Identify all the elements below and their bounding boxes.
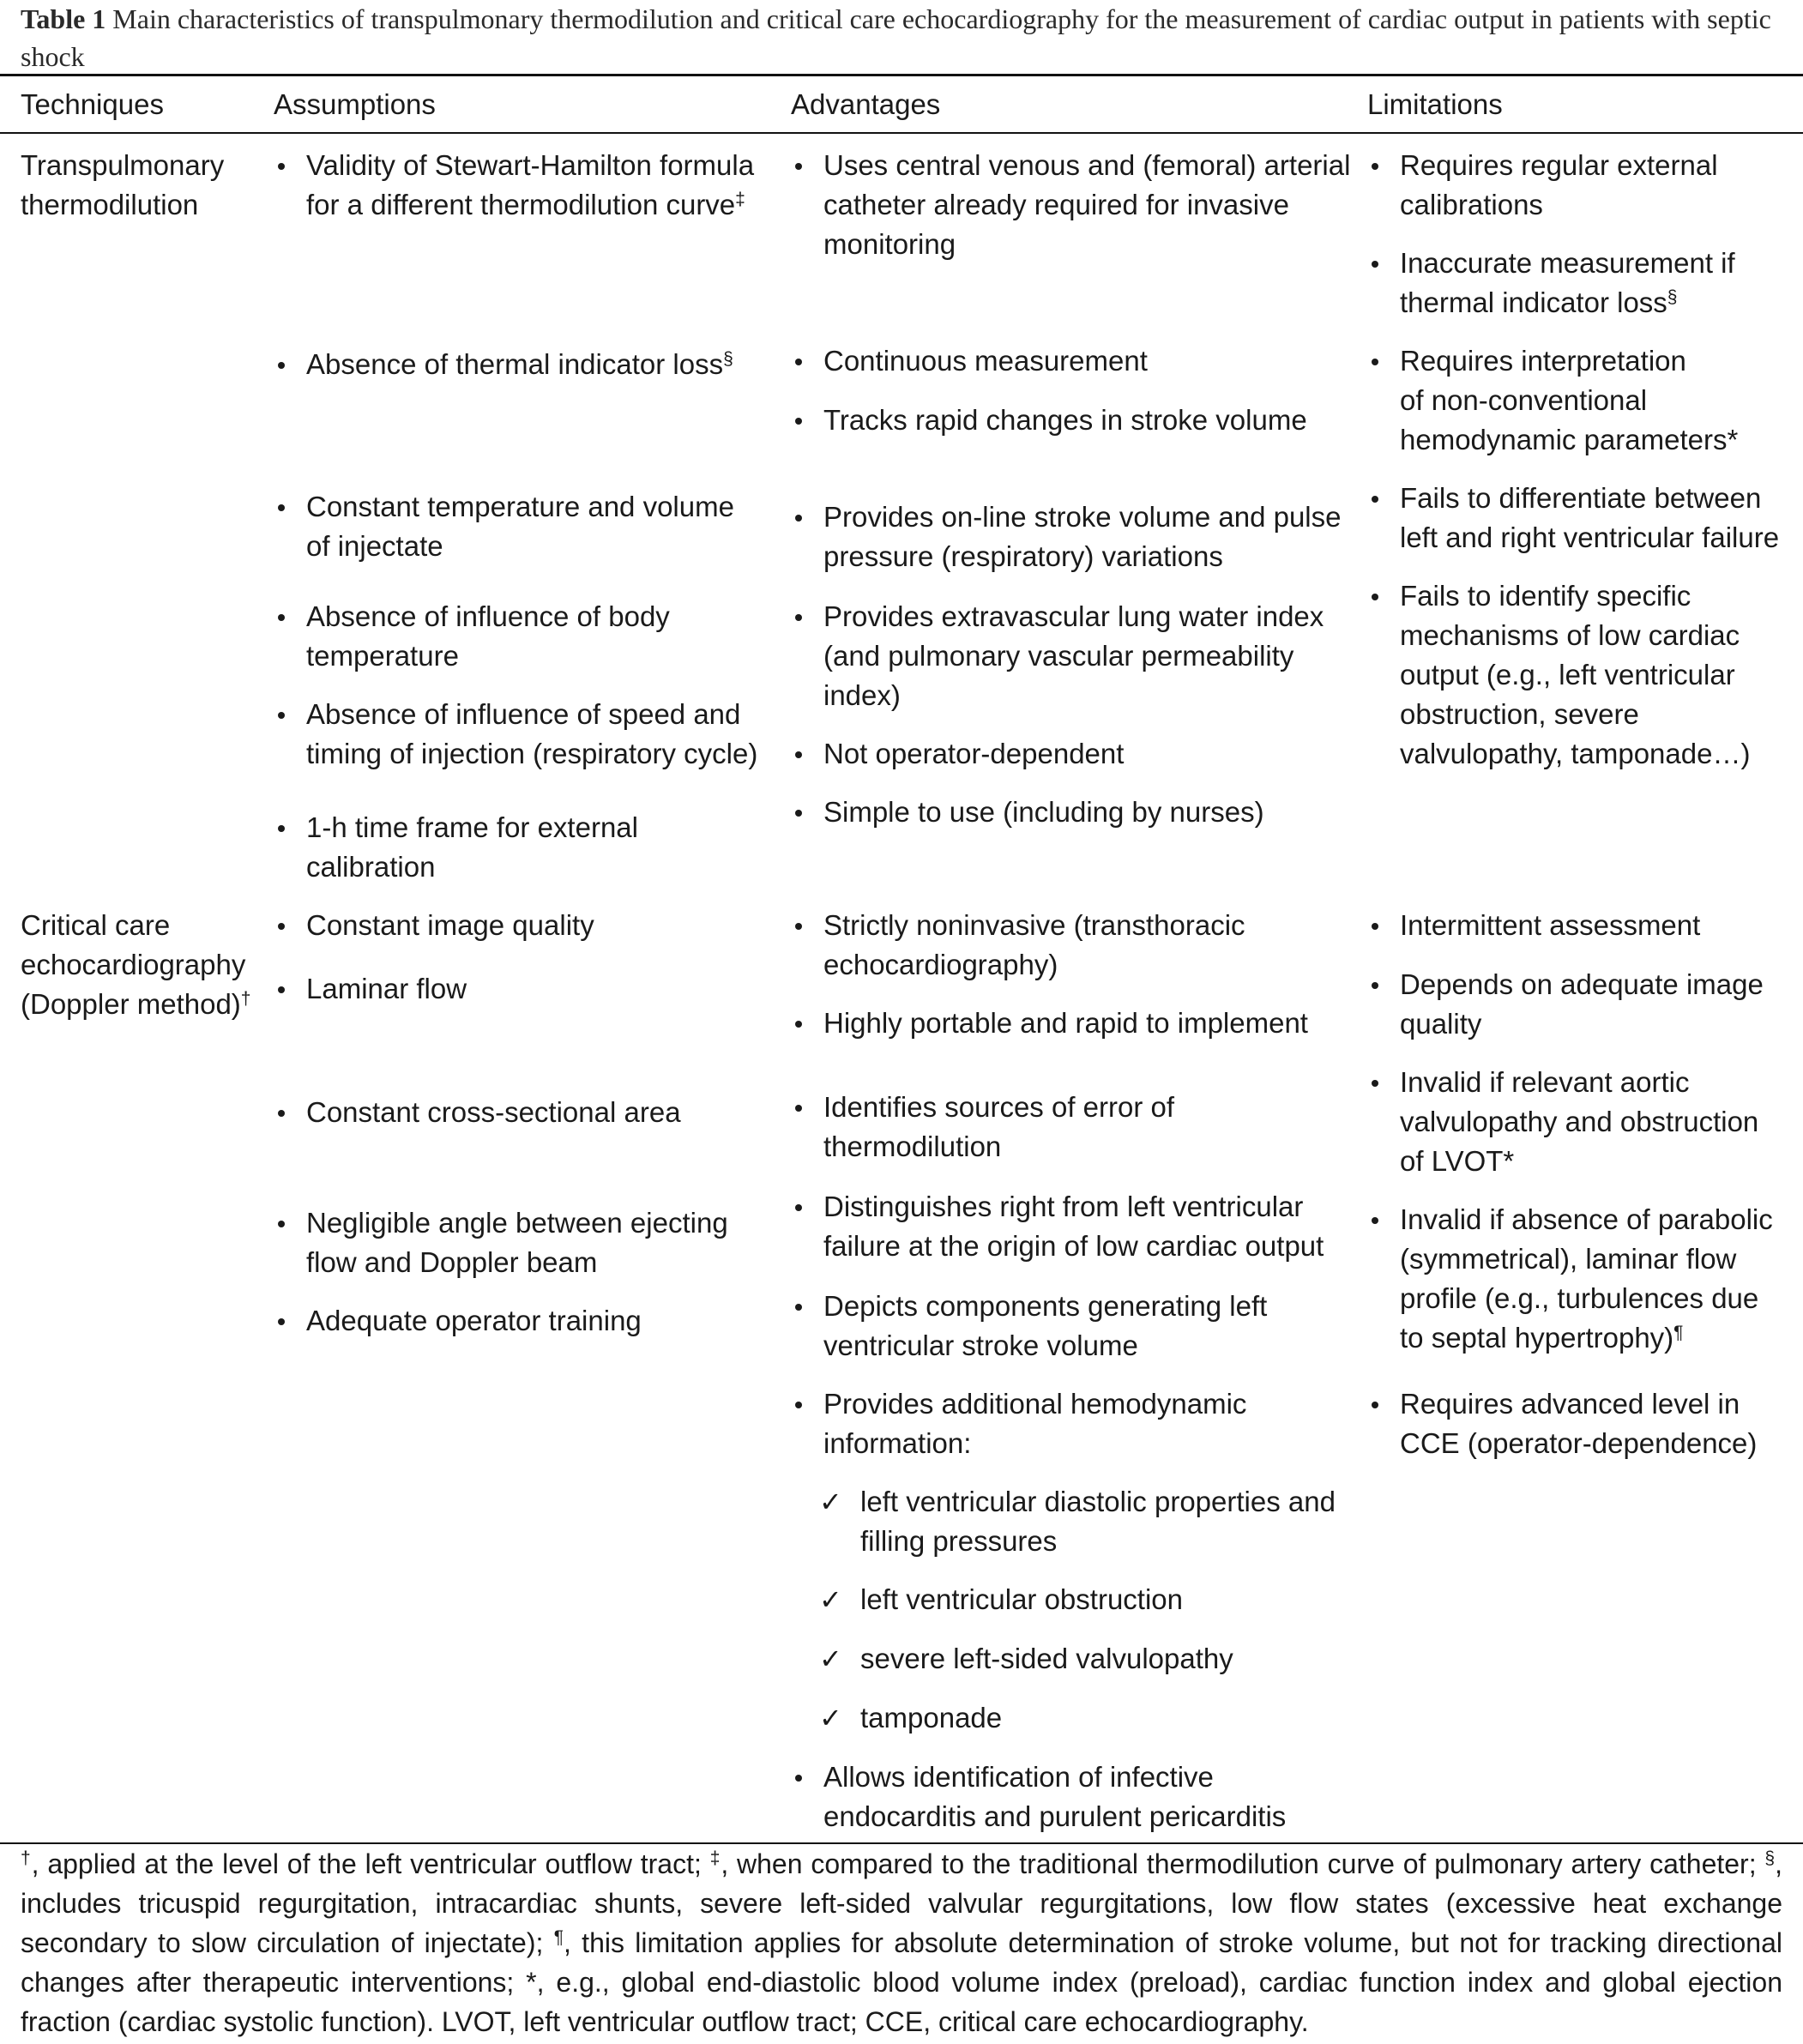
table-caption [21, 0, 1782, 75]
technique-transpulmonary [21, 146, 224, 225]
table-footnote: †, applied at the level of the left ventricular outflow tract; ‡, when compared to the traditional thermodilution curve of pulmonary artery catheter; §, includes tricuspid regurgitation, intracardiac shunts, severe left-sided valvular regurgitations, low flow states (excessive heat exchange secondary to slow circulation of injectate); ¶, this limitation applies for absolute determination of stroke volume, but not for tracking directional changes after therapeutic interventions; *, e.g., global end-diastolic blood volume index (preload), cardiac function index and global ejection fraction (cardiac systolic function). LVOT, left ventricular outflow tract; CCE, critical care echocardiography. [21, 1848, 1783, 2037]
header-advantages: Advantages [791, 88, 941, 120]
footnote-marker: ‡ [735, 190, 745, 209]
technique-line: thermodilution [21, 189, 199, 220]
header-techniques: Techniques [21, 88, 164, 120]
checkmark-icon: ✓ [819, 1584, 842, 1615]
footnote-marker: ‡ [709, 1848, 721, 1868]
footnote-marker: § [723, 349, 733, 369]
footnote-marker: † [21, 1848, 32, 1868]
footnote-marker: ¶ [1673, 1323, 1684, 1342]
header-rule [0, 132, 1803, 134]
table-figure: Table 1 Main characteristics of transpulmonary thermodilution and critical care echocardiography for the measurement of cardiac output in patients with septic shock Techniques Assumptions Advantages Limitations Transpulmonary thermodilution Validity of Stewart-Hamilton formula for a different thermodilution curve‡ Absence of thermal indicator loss§ Constant temperature and volume of injectate Absence of influence of body temperature Absence of influence of speed and timing of injection (respiratory cycle) 1-h time frame for external calibration Uses central venous and (femoral) arterial catheter already required for invasive monitoring Continuous measurement Tracks rapid changes in stroke volume Provides on-line stroke volume and pulse pressure (respiratory) variations Provides extravascular lung water index (and pulmonary vascular permeability index) Not operator-dependent Simple to use (including by nurses) Requires regular external calibrations Inaccurate measurement if thermal indicator loss§ Requires interpretation of non-conventional hemodynamic parameters* Fails to differentiate between left and right ventricular failure Fails to identify specific mechanisms of low cardiac output (e.g., left ventricular obstruction, severe valvulopathy, tamponade…) Critical care echocardiography (Doppler method)† Constant image quality Laminar flow Constant cross-sectional area Negligible angle between ejecting flow and Doppler beam Adequate operator training Strictly noninvasive (transthoracic echocardiography) Highly portable and rapid to implement Identifies sources of error of thermodilution Distinguishes right from left ventricular failure at the origin of low cardiac output Depicts components generating left ventricular stroke volume Provides additional hemodynamic information: ✓ left ventricular diastolic properties and filling pressures ✓ left ventricular obstruction ✓ severe left-sided valvulopathy ✓ tamponade Allows identification of infective endocarditis and purulent pericarditis Intermittent assessment Depends on adequate image quality Invalid if relevant aortic valvulopathy and obstruction of LVOT* Invalid if absence of parabolic (symmetrical), laminar flow profile (e.g., turbulences due to septal hypertrophy)¶ Requires advanced level in CCE (operator-dependence) †, applied at the level of the left ventricular outflow tract; ‡, when compared to the traditional thermodilution curve of pulmonary artery catheter; §, includes tricuspid regurgitation, intracardiac shunts, severe left-sided valvular regurgitations, low flow states (excessive heat exchange secondary to slow circulation of injectate); ¶, this limitation applies for absolute determination of stroke volume, but not for tracking directional changes after therapeutic interventions; *, e.g., global end-diastolic blood volume index (preload), cardiac function index and global ejection fraction (cardiac systolic function). LVOT, left ventricular outflow tract; CCE, critical care echocardiography. [0, 0, 1803, 2044]
technique-line: Critical care [21, 909, 171, 941]
footnote-marker: § [1764, 1848, 1776, 1868]
header-assumptions: Assumptions [274, 88, 436, 120]
checkmark-icon: ✓ [819, 1703, 842, 1733]
technique-line: echocardiography [21, 949, 246, 980]
checkmark-icon: ✓ [819, 1486, 842, 1517]
technique-line: (Doppler method) [21, 988, 241, 1020]
table-caption-text: Main characteristics of transpulmonary thermodilution and critical care echocardiography for the measurement of cardiac output in patients with septic shock [21, 3, 1771, 72]
footnote-marker: † [240, 989, 251, 1009]
footnote-marker: ¶ [553, 1927, 564, 1947]
checkmark-icon: ✓ [819, 1643, 842, 1674]
footnote-marker: § [1667, 287, 1678, 307]
top-rule [0, 74, 1803, 76]
table-label: Table 1 [21, 3, 106, 34]
header-limitations: Limitations [1367, 88, 1503, 120]
technique-line: Transpulmonary [21, 149, 225, 181]
technique-echocardiography [21, 906, 250, 1024]
